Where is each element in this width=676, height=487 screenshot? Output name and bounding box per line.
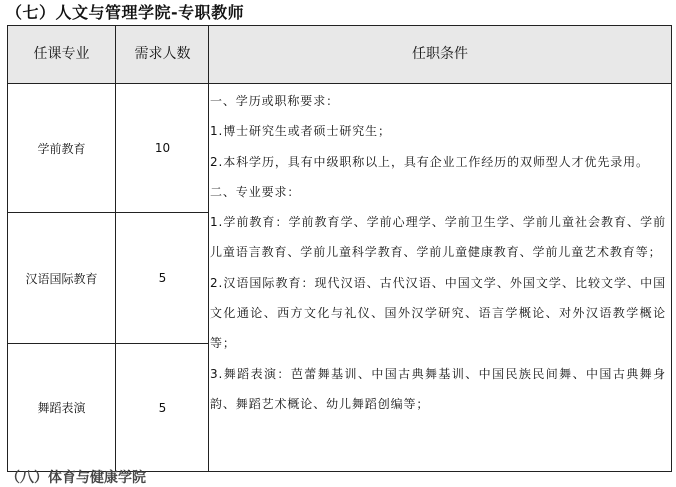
requirements-cell: [210, 86, 666, 419]
major-cell: 汉语国际教育: [25, 271, 98, 286]
demand-cell: 5: [158, 400, 167, 415]
major-cell: 学前教育: [37, 141, 86, 156]
next-section-title-partial: （八）体育与健康学院: [6, 470, 146, 486]
requirement-item: 二、专业要求：: [210, 184, 301, 199]
demand-cell: 5: [158, 271, 167, 285]
table-header-row: [8, 26, 671, 84]
demand-cell: 10: [154, 141, 171, 155]
requirement-item: 一、学历或职称要求：: [210, 94, 340, 108]
table-row: [8, 213, 208, 343]
section-title: （七）人文与管理学院-专职教师: [6, 3, 245, 22]
header-demand: 需求人数: [134, 46, 191, 62]
requirement-item: 3.舞蹈表演：芭蕾舞基训、中国古典舞基训、中国民族民间舞、中国古典舞身韵、舞蹈艺术概论、幼儿舞蹈创编等；: [210, 366, 666, 411]
table-row: [8, 84, 208, 212]
table-row: [8, 344, 208, 471]
header-major: 任课专业: [33, 46, 90, 62]
major-cell: 舞蹈表演: [37, 401, 86, 415]
header-requirements: 任职条件: [412, 46, 468, 62]
requirement-item: 2.本科学历，具有中级职称以上，具有企业工作经历的双师型人才优先录用。: [210, 154, 649, 169]
requirement-item: 2.汉语国际教育：现代汉语、古代汉语、中国文学、外国文学、比较文学、中国文化通论、西方文化与礼仪、国外汉学研究、语言学概论、对外汉语教学概论等；: [210, 275, 666, 351]
requirement-item: 1.博士研究生或者硕士研究生；: [210, 124, 391, 139]
requirement-item: 1.学前教育：学前教育学、学前心理学、学前卫生学、学前儿童社会教育、学前儿童语言教育、学前儿童科学教育、学前儿童健康教育、学前儿童艺术教育等；: [210, 215, 666, 260]
